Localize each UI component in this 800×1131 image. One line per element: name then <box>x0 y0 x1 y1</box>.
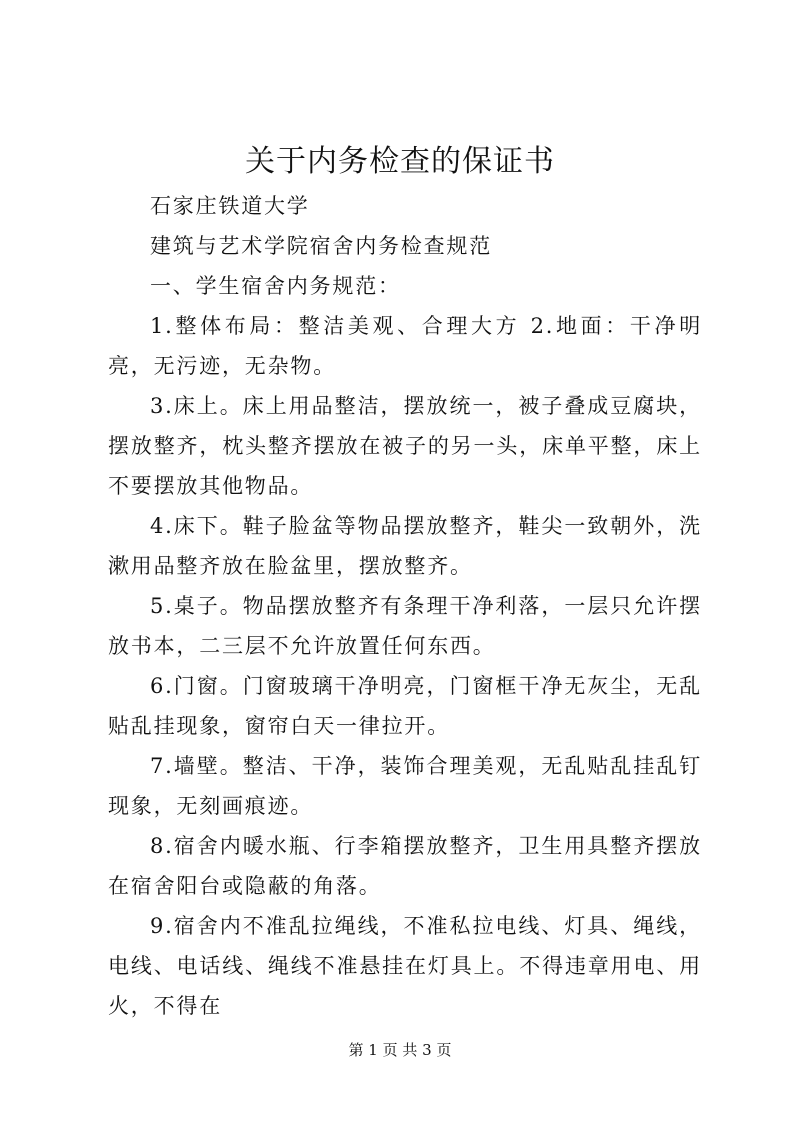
document-body <box>108 186 702 1026</box>
document-title: 关于内务检查的保证书 <box>245 144 555 179</box>
paragraph-section-heading: 一、学生宿舍内务规范： <box>150 274 401 298</box>
paragraph-item-7: 7.墙壁。整洁、干净，装饰合理美观，无乱贴乱挂乱钉现象，无刻画痕迹。 <box>108 754 702 818</box>
paragraph-item-6: 6.门窗。门窗玻璃干净明亮，门窗框干净无灰尘，无乱贴乱挂现象，窗帘白天一律拉开。 <box>108 674 702 738</box>
paragraph-item-3: 3.床上。床上用品整洁，摆放统一，被子叠成豆腐块，摆放整齐，枕头整齐摆放在被子的另一头，床单平整，床上不要摆放其他物品。 <box>108 394 702 498</box>
paragraph-item-5: 5.桌子。物品摆放整齐有条理干净利落，一层只允许摆放书本，二三层不允许放置任何东西。 <box>108 594 702 658</box>
paragraph-school: 石家庄铁道大学 <box>150 194 310 218</box>
paragraph-item-4: 4.床下。鞋子脸盆等物品摆放整齐，鞋尖一致朝外，洗漱用品整齐放在脸盆里，摆放整齐。 <box>108 514 702 578</box>
paragraph-item-1-2: 1.整体布局：整洁美观、合理大方 2.地面：干净明亮，无污迹，无杂物。 <box>108 314 702 378</box>
paragraph-item-8: 8.宿舍内暖水瓶、行李箱摆放整齐，卫生用具整齐摆放在宿舍阳台或隐蔽的角落。 <box>108 834 702 898</box>
paragraph-college-heading: 建筑与艺术学院宿舍内务检查规范 <box>150 234 492 258</box>
paragraph-item-9: 9.宿舍内不准乱拉绳线，不准私拉电线、灯具、绳线，电线、电话线、绳线不准悬挂在灯具上。不得违章用电、用火，不得在 <box>108 914 702 1018</box>
page-footer: 第 1 页 共 3 页 <box>348 1041 452 1059</box>
